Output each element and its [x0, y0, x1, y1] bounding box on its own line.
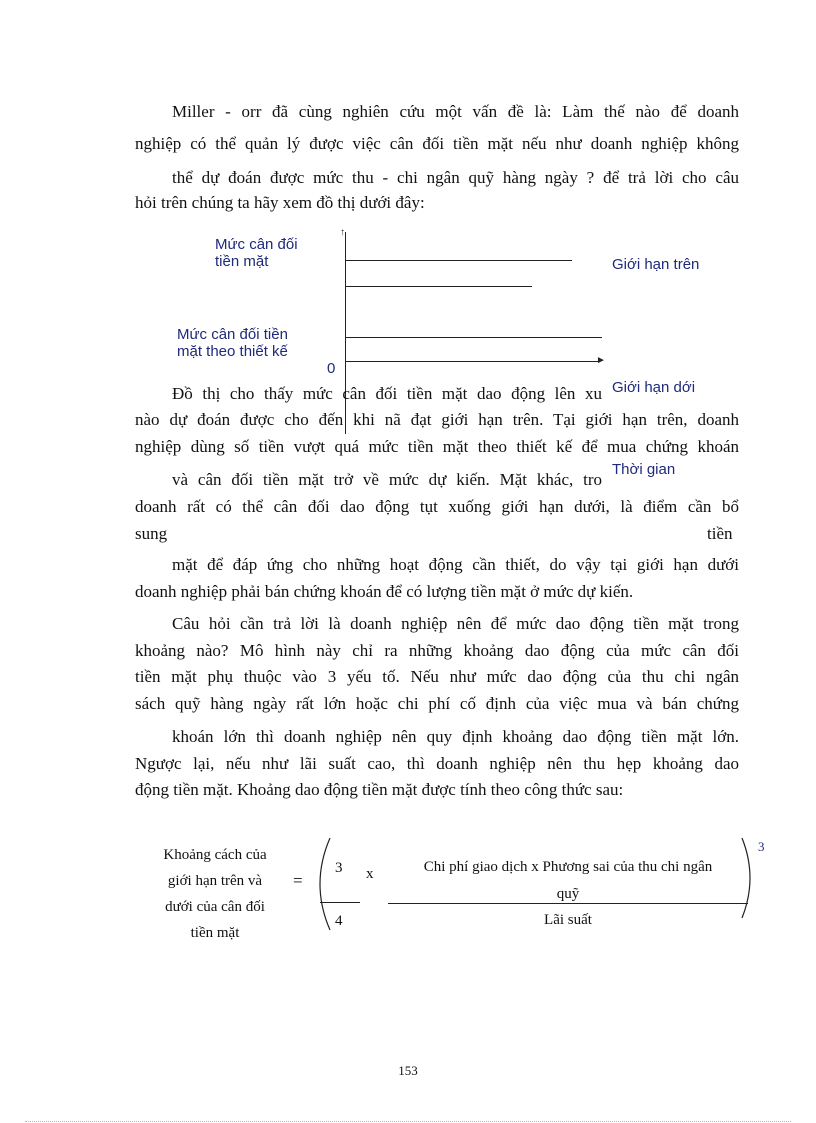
formula-lhs-line: giới hạn trên và [167, 873, 263, 889]
paragraph-line: tiền mặt phụ thuộc vào 3 yếu tố. Nếu như mức dao động của thu chi ngân [135, 667, 739, 686]
paragraph-line: Đồ thị cho thấy mức cân đối tiền mặt dao động lên xu [172, 384, 602, 403]
times-sign: x [366, 866, 374, 882]
design-level-label-line: Mức cân đối tiền [177, 326, 288, 343]
big-numerator-line: Chi phí giao dịch x Phương sai của thu chi ngân [423, 859, 713, 875]
fraction-denominator: 4 [335, 913, 343, 929]
big-fraction-bar [388, 903, 748, 904]
paragraph-line: động tiền mặt. Khoảng dao động tiền mặt được tính theo công thức sau: [135, 780, 624, 799]
paragraph-line: nghiệp có thể quản lý được việc cân đối tiền mặt nếu như doanh nghiệp không [135, 134, 739, 153]
paragraph-line: khoảng nào? Mô hình này chỉ ra những khoảng dao động của mức cân đối [135, 641, 739, 660]
exponent: 3 [758, 839, 765, 854]
big-denominator: Lãi suất [544, 912, 592, 928]
design-level-line [345, 337, 602, 338]
paragraph-line: doanh nghiệp phải bán chứng khoán để có lượng tiền mặt ở mức dự kiến. [135, 582, 634, 601]
y-axis-label-line: tiền mặt [215, 253, 269, 270]
y-axis-arrow-icon: ↑ [340, 227, 345, 238]
paragraph-line: doanh rất có thể cân đối dao động tụt xuống giới hạn dưới, là điểm cần bổ [135, 497, 739, 516]
cash-level-line [345, 286, 532, 287]
paragraph-line: nghiệp dùng số tiền vượt quá mức tiền mặt theo thiết kế để mua chứng khoán [135, 437, 739, 456]
design-level-label-line: mặt theo thiết kế [177, 343, 288, 360]
x-axis [345, 361, 600, 362]
paragraph-line: sách quỹ hàng ngày rất lớn hoặc chi phí cố định của việc mua và bán chứng [135, 694, 739, 713]
upper-limit-label: Giới hạn trên [612, 256, 700, 273]
lower-limit-label: Giới hạn dới [612, 379, 696, 396]
paragraph-line: Miller - orr đã cùng nghiên cứu một vấn đề là: Làm thế nào để doanh [172, 102, 739, 121]
fraction-numerator: 3 [335, 860, 343, 876]
upper-limit-line [345, 260, 572, 261]
paragraph-line: khoán lớn thì doanh nghiệp nên quy định khoảng dao động tiền mặt lớn. [172, 727, 739, 746]
footer-divider [25, 1121, 791, 1122]
page-number: 153 [398, 1063, 418, 1078]
paragraph-line: Câu hỏi cần trả lời là doanh nghiệp nên để mức dao động tiền mặt trong [172, 614, 739, 633]
formula-lhs-line: Khoảng cách của [163, 847, 267, 863]
paragraph-line: Ngược lại, nếu như lãi suất cao, thì doanh nghiệp nên thu hẹp khoảng dao [135, 754, 739, 773]
y-axis-label-line: Mức cân đối [215, 236, 298, 253]
paragraph-line: tiền [707, 524, 733, 543]
paragraph-line: thể dự đoán được mức thu - chi ngân quỹ hàng ngày ? để trả lời cho câu [172, 168, 739, 187]
paragraph-line: và cân đối tiền mặt trở về mức dự kiến. Mặt khác, tro [172, 470, 602, 489]
left-parenthesis-icon [304, 836, 334, 932]
x-axis-arrow-icon: ► [596, 355, 606, 366]
paragraph-line: hỏi trên chúng ta hãy xem đồ thị dưới đây: [135, 193, 425, 212]
time-axis-label: Thời gian [612, 461, 676, 478]
formula-lhs-line: dưới của cân đối [165, 899, 265, 915]
big-numerator-line: quỹ [556, 886, 580, 902]
paragraph-line: sung [135, 524, 168, 543]
paragraph-line: mặt để đáp ứng cho những hoạt động cần thiết, do vậy tại giới hạn dưới [172, 555, 739, 574]
origin-label: 0 [327, 360, 336, 377]
equals-sign: = [293, 871, 303, 890]
fraction-bar [320, 902, 360, 903]
formula-lhs-line: tiền mặt [190, 925, 240, 941]
paragraph-line: nào dự đoán được cho đến khi nã đạt giới hạn trên. Tại giới hạn trên, doanh [135, 410, 739, 429]
